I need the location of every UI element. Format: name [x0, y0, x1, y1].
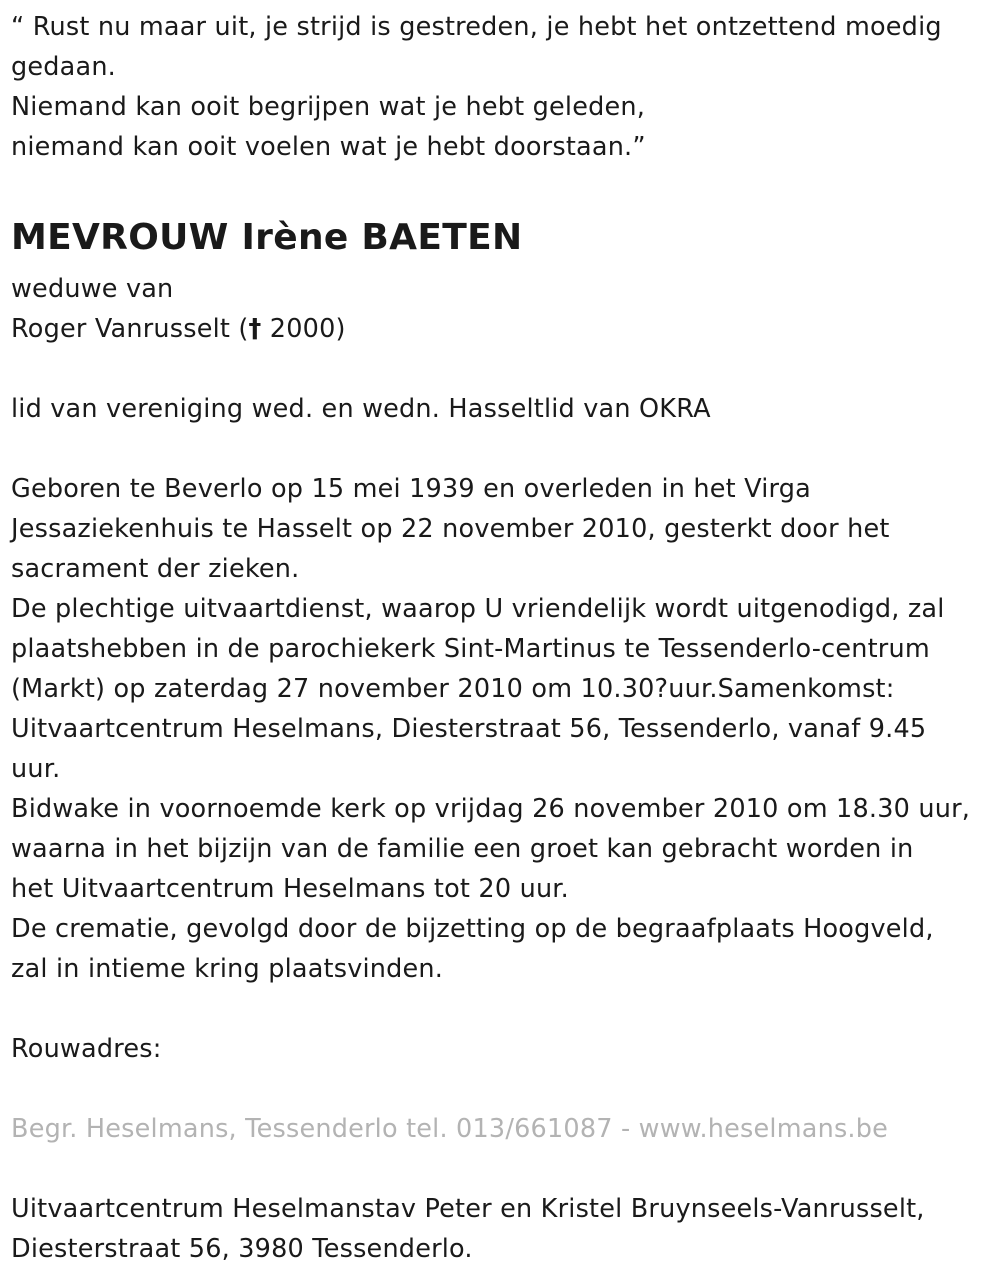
relation-text: weduwe van: [11, 274, 174, 304]
details-line: het Uitvaartcentrum Heselmans tot 20 uur.: [11, 874, 569, 904]
obituary-notice: [11, 7, 986, 1269]
details-line: Uitvaartcentrum Heselmans, Diesterstraat 56, Tessenderlo, vanaf 9.45: [11, 714, 927, 744]
address-line: Diesterstraat 56, 3980 Tessenderlo.: [11, 1234, 473, 1264]
details-line: Bidwake in voornoemde kerk op vrijdag 26 november 2010 om 18.30 uur,: [11, 794, 971, 824]
details-line: zal in intieme kring plaatsvinden.: [11, 954, 444, 984]
membership-text: lid van vereniging wed. en wedn. Hasseltlid van OKRA: [11, 394, 711, 424]
details-line: De plechtige uitvaartdienst, waarop U vriendelijk wordt uitgenodigd, zal: [11, 594, 945, 624]
funeral-home-contact: Begr. Heselmans, Tessenderlo tel. 013/661087 - www.heselmans.be: [11, 1114, 889, 1144]
cross-icon: †: [248, 314, 262, 344]
details-line: Geboren te Beverlo op 15 mei 1939 en overleden in het Virga: [11, 474, 811, 504]
spacer: [11, 349, 986, 389]
details-line: sacrament der zieken.: [11, 554, 300, 584]
spouse-name: Roger Vanrusselt (: [11, 314, 249, 344]
spouse-line: [11, 309, 986, 349]
details-line: uur.: [11, 754, 61, 784]
spouse-death-year: 2000): [261, 314, 346, 344]
details-line: (Markt) op zaterdag 27 november 2010 om 10.30?uur.Samenkomst:: [11, 674, 895, 704]
poem-quote: [11, 7, 986, 167]
deceased-name: MEVROUW Irène BAETEN: [11, 217, 523, 258]
details-line: Jessaziekenhuis te Hasselt op 22 november 2010, gesterkt door het: [11, 514, 890, 544]
poem-line: gedaan.: [11, 52, 116, 82]
spacer: [11, 989, 986, 1029]
address-label: Rouwadres:: [11, 1034, 162, 1064]
spacer: [11, 167, 986, 207]
poem-line: niemand kan ooit voelen wat je hebt doorstaan.”: [11, 132, 646, 162]
poem-line: Niemand kan ooit begrijpen wat je hebt geleden,: [11, 92, 646, 122]
spacer: [11, 429, 986, 469]
poem-line: “ Rust nu maar uit, je strijd is gestreden, je hebt het ontzettend moedig: [11, 12, 942, 42]
details-line: waarna in het bijzijn van de familie een groet kan gebracht worden in: [11, 834, 914, 864]
spacer: [11, 1149, 986, 1189]
spacer: [11, 1069, 986, 1109]
funeral-details: [11, 469, 986, 989]
mourning-address: [11, 1189, 986, 1269]
details-line: plaatshebben in de parochiekerk Sint-Martinus te Tessenderlo-centrum: [11, 634, 930, 664]
address-line: Uitvaartcentrum Heselmanstav Peter en Kristel Bruynseels-Vanrusselt,: [11, 1194, 925, 1224]
details-line: De crematie, gevolgd door de bijzetting op de begraafplaats Hoogveld,: [11, 914, 934, 944]
